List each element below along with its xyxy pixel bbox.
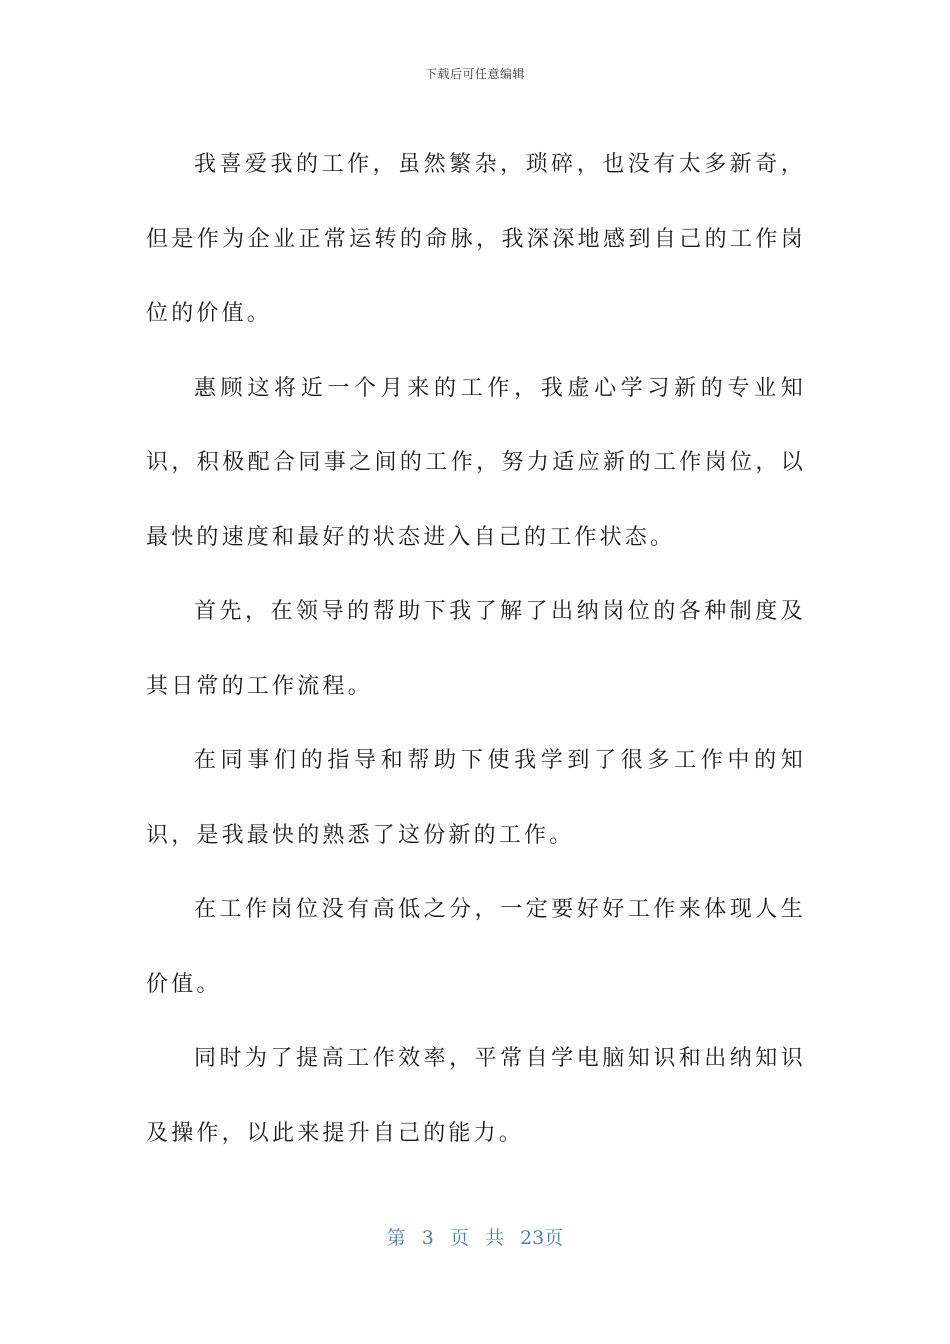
page-header: 下载后可任意编辑 xyxy=(424,67,525,81)
paragraph-6: 同时为了提高工作效率，平常自学电脑知识和出纳知识及操作，以此来提升自己的能力。 xyxy=(146,1046,806,1146)
current-page-number: 3 xyxy=(421,1227,434,1249)
paragraph-3: 首先，在领导的帮助下我了解了出纳岗位的各种制度及其日常的工作流程。 xyxy=(146,599,806,699)
paragraph-1: 我喜爱我的工作，虽然繁杂，琐碎，也没有太多新奇，但是作为企业正常运转的命脉，我深深地感到自己的工作岗位的价值。 xyxy=(146,152,806,326)
document-body xyxy=(146,128,806,1171)
paragraph-2: 惠顾这将近一个月来的工作，我虚心学习新的专业知识，积极配合同事之间的工作，努力适应新的工作岗位，以最快的速度和最好的状态进入自己的工作状态。 xyxy=(146,375,806,550)
page-label-mid: 页 xyxy=(449,1227,469,1249)
page-footer xyxy=(0,1226,950,1250)
total-label: 共 xyxy=(485,1227,505,1249)
paragraph-5: 在工作岗位没有高低之分，一定要好好工作来体现人生价值。 xyxy=(146,897,806,997)
paragraph-4: 在同事们的指导和帮助下使我学到了很多工作中的知识，是我最快的熟悉了这份新的工作。 xyxy=(146,748,806,848)
page-label-prefix: 第 xyxy=(386,1227,406,1249)
total-pages: 23页 xyxy=(520,1227,564,1249)
